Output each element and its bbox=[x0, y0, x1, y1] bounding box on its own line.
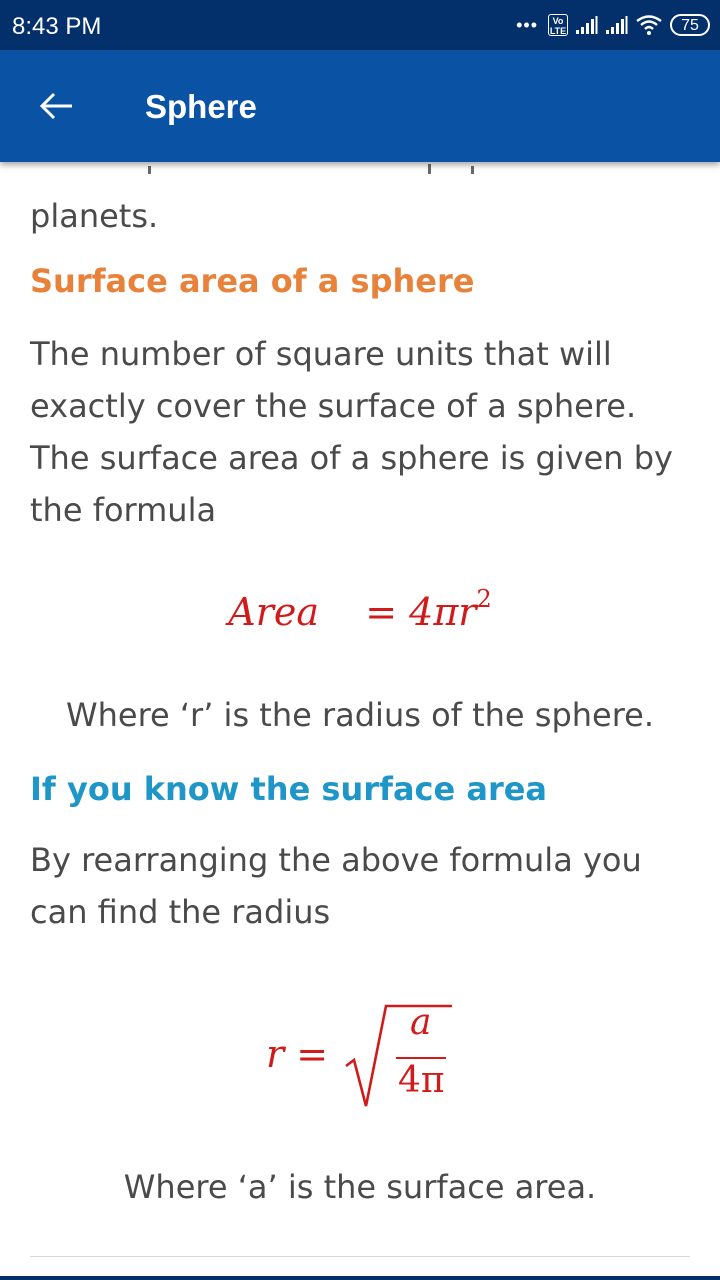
formula-area-eq: = bbox=[365, 590, 398, 634]
surface-area-definition: Where ‘a’ is the surface area. bbox=[123, 1168, 597, 1206]
formula-area-exponent: 2 bbox=[476, 585, 492, 613]
radius-formula bbox=[0, 996, 720, 1116]
article-content bbox=[0, 162, 720, 1280]
section-heading-surface-area: Surface area of a sphere bbox=[30, 262, 475, 300]
status-time: 8:43 PM bbox=[12, 13, 102, 40]
formula-radius-lhs: r = bbox=[266, 1032, 329, 1076]
area-formula bbox=[0, 585, 720, 634]
paragraph-tail: planets. bbox=[30, 197, 159, 235]
content-divider bbox=[30, 1256, 690, 1257]
battery-icon: 75 bbox=[670, 14, 710, 36]
status-bar bbox=[0, 0, 720, 50]
formula-radius-denominator: 4π bbox=[398, 1060, 445, 1101]
clipped-text-remnant bbox=[0, 162, 720, 176]
more-dots-icon: ••• bbox=[516, 14, 538, 35]
status-icons bbox=[516, 12, 710, 38]
rearrange-paragraph: By rearranging the above formula you can find the radius bbox=[30, 841, 642, 931]
volte-icon: Vo LTE bbox=[549, 16, 567, 36]
app-bar bbox=[0, 50, 720, 162]
arrow-left-icon bbox=[38, 91, 74, 121]
back-button[interactable] bbox=[30, 80, 82, 132]
surface-area-paragraph: The number of square units that will exactly cover the surface of a sphere. The surface area of a sphere is given by the formula bbox=[30, 335, 673, 529]
bottom-edge-bar bbox=[0, 1276, 720, 1280]
page-title: Sphere bbox=[145, 88, 257, 125]
formula-radius-numerator: a bbox=[410, 1002, 432, 1043]
section-heading-know-surface-area: If you know the surface area bbox=[30, 770, 548, 808]
formula-area-lhs: Area bbox=[228, 590, 320, 634]
signal-bars-icon-2 bbox=[606, 16, 628, 34]
formula-area-rhs: 4πr bbox=[409, 590, 477, 634]
signal-bars-icon bbox=[576, 16, 598, 34]
radius-definition: Where ‘r’ is the radius of the sphere. bbox=[65, 696, 655, 734]
wifi-icon bbox=[636, 15, 662, 35]
clipped-text-marks bbox=[0, 162, 720, 176]
